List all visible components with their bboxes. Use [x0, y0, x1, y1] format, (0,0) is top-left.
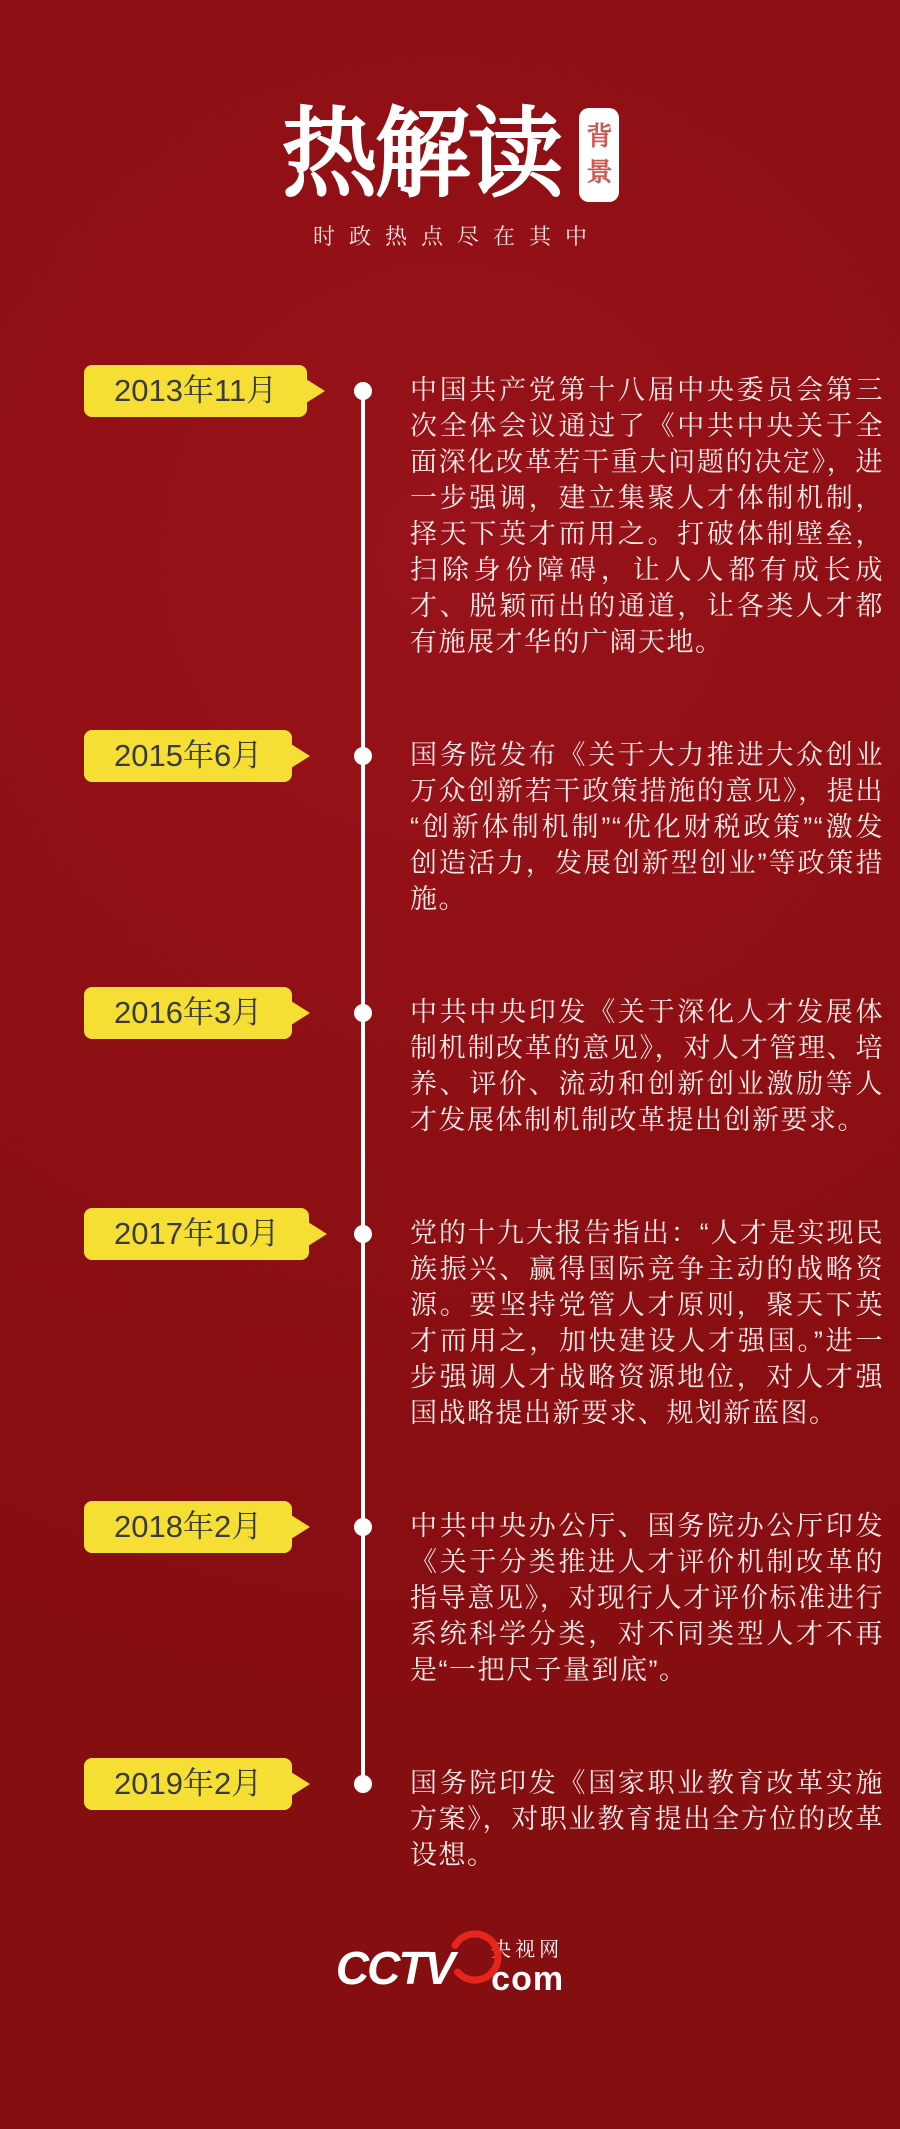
footer-logo	[0, 1935, 900, 2000]
date-label: 2018年2月	[114, 1509, 263, 1545]
timeline-dot	[354, 1225, 372, 1243]
brand-tagline: 时政热点尽在其中	[312, 224, 601, 250]
date-label: 2019年2月	[114, 1766, 263, 1802]
timeline-dot	[354, 747, 372, 765]
date-badge	[84, 1501, 292, 1553]
timeline-dot	[354, 1775, 372, 1793]
timeline-item	[0, 730, 900, 917]
date-badge	[84, 1208, 309, 1260]
event-description: 中共中央印发《关于深化人才发展体制机制改革的意见》，对人才管理、培养、评价、流动和创新创业激励等人才发展体制机制改革提出创新要求。	[410, 997, 884, 1136]
timeline-dot	[354, 1004, 372, 1022]
event-description: 国务院印发《国家职业教育改革实施方案》，对职业教育提出全方位的改革设想。	[410, 1768, 884, 1871]
date-label: 2013年11月	[114, 373, 278, 409]
timeline-dot	[354, 1518, 372, 1536]
date-badge	[84, 1758, 292, 1810]
event-description: 中共中央办公厅、国务院办公厅印发《关于分类推进人才评价机制改革的指导意见》，对现行人才评价标准进行系统科学分类，对不同类型人才不再是“一把尺子量到底”。	[410, 1511, 884, 1686]
cctv-wordmark: CCTV	[335, 1941, 454, 1994]
brand-corner-badge: 背景	[579, 108, 619, 202]
timeline	[0, 365, 900, 1873]
timeline-connector	[361, 391, 365, 756]
timeline-connector	[361, 1013, 365, 1234]
timeline-connector	[361, 1527, 365, 1784]
timeline-item	[0, 1501, 900, 1688]
timeline-item	[0, 365, 900, 660]
timeline-connector	[361, 756, 365, 1013]
timeline-item	[0, 1758, 900, 1873]
brand-logo	[0, 99, 900, 210]
cctv-network-name: 央视网	[491, 1938, 564, 1961]
date-label: 2016年3月	[114, 995, 263, 1031]
date-label: 2017年10月	[114, 1216, 280, 1252]
cctv-domain-suffix: com	[491, 1959, 565, 1998]
event-description: 党的十九大报告指出：“人才是实现民族振兴、赢得国际竞争主动的战略资源。要坚持党管人才原则，聚天下英才而用之，加快建设人才强国。”进一步强调人才战略资源地位，对人才强国战略提出新要求、规划新蓝图。	[410, 1218, 884, 1429]
timeline-connector	[361, 1234, 365, 1527]
date-label: 2015年6月	[114, 738, 263, 774]
event-description: 中国共产党第十八届中央委员会第三次全体会议通过了《中共中央关于全面深化改革若干重大问题的决定》，进一步强调，建立集聚人才体制机制，择天下英才而用之。打破体制壁垒，扫除身份障碍，让人人都有成长成才、脱颖而出的通道，让各类人才都有施展才华的广阔天地。	[410, 375, 884, 658]
timeline-dot	[354, 382, 372, 400]
date-badge	[84, 365, 307, 417]
timeline-item	[0, 987, 900, 1138]
brand-title: 热解读	[281, 99, 561, 210]
brand-header	[0, 0, 900, 251]
timeline-item	[0, 1208, 900, 1431]
date-badge	[84, 987, 292, 1039]
date-badge	[84, 730, 292, 782]
event-description: 国务院发布《关于大力推进大众创业万众创新若干政策措施的意见》，提出“创新体制机制”“优化财税政策”“激发创造活力，发展创新型创业”等政策措施。	[410, 740, 884, 915]
cctv-ring-icon	[445, 1927, 505, 1992]
